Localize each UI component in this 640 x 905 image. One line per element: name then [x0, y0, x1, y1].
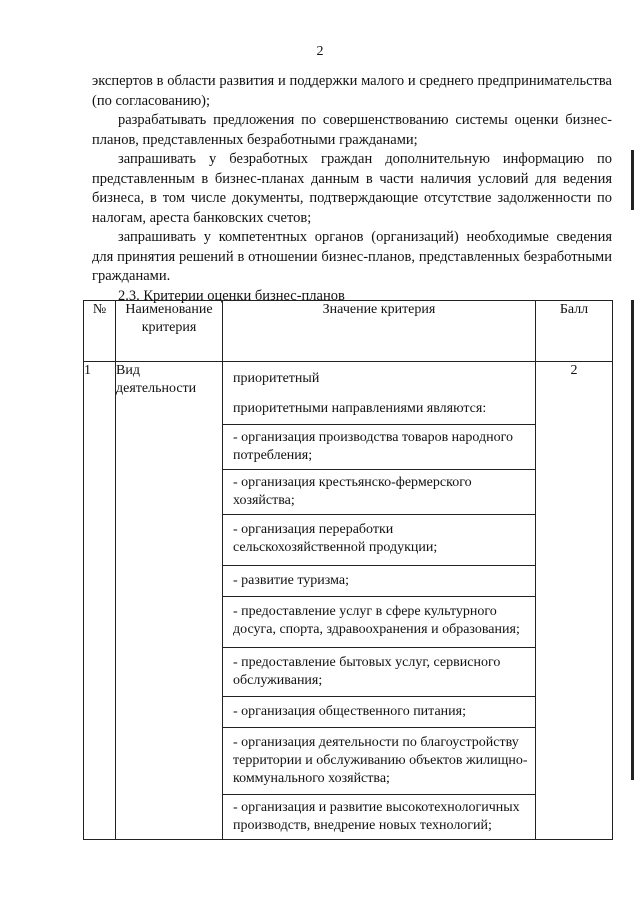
list-item: - организация крестьянско-фермерского хозяйства; — [223, 470, 535, 515]
row-score: 2 — [536, 362, 613, 840]
list-item: - предоставление бытовых услуг, сервисного обслуживания; — [223, 648, 535, 697]
scan-edge-mark — [631, 300, 634, 780]
row-criterion-name: Вид деятельности — [116, 362, 223, 840]
paragraph-4: запрашивать у компетентных органов (организаций) необходимые сведения для принятия решений в отношении бизнес-планов, представленных безработными гражданами. — [92, 229, 612, 284]
scan-edge-mark — [631, 150, 634, 210]
header-criterion-value: Значение критерия — [223, 301, 536, 362]
value-intro: приоритетными направлениями являются: — [233, 401, 487, 416]
table-header-row — [84, 301, 613, 362]
paragraph-3: запрашивать у безработных граждан дополнительную информацию по представленным в бизнес-планах данным в части наличия условий для ведения бизнеса, в том числе документы, подтверждающие отсутствие задолженности по налогам, ареста банковских счетов; — [92, 151, 612, 226]
list-item: - организация производства товаров народного потребления; — [223, 425, 535, 470]
value-priority-block — [223, 362, 535, 425]
header-criterion-name: Наименование критерия — [116, 301, 223, 362]
criteria-table — [83, 300, 613, 840]
list-item: - предоставление услуг в сфере культурного досуга, спорта, здравоохранения и образования; — [223, 597, 535, 648]
list-item: - организация деятельности по благоустройству территории и обслуживанию объектов жилищно-коммунального хозяйства; — [223, 728, 535, 795]
document-body — [92, 72, 612, 306]
table-row — [84, 362, 613, 840]
page-number: 2 — [316, 44, 324, 59]
list-item: - организация общественного питания; — [223, 697, 535, 728]
list-item: - организация переработки сельскохозяйственной продукции; — [223, 515, 535, 566]
paragraph-1: экспертов в области развития и поддержки малого и среднего предпринимательства (по согласованию); — [92, 73, 612, 109]
header-number: № — [84, 301, 116, 362]
paragraph-2: разрабатывать предложения по совершенствованию системы оценки бизнес-планов, представленных безработными гражданами; — [92, 112, 612, 148]
row-criterion-values — [223, 362, 536, 840]
list-item: - развитие туризма; — [223, 566, 535, 597]
section-title: 2.3. Критерии оценки бизнес-планов — [118, 287, 345, 304]
list-item: - организация и развитие высокотехнологичных производств, внедрение новых технологий; — [233, 800, 520, 833]
header-score: Балл — [536, 301, 613, 362]
row-number: 1 — [84, 362, 116, 840]
value-main: приоритетный — [233, 371, 320, 386]
